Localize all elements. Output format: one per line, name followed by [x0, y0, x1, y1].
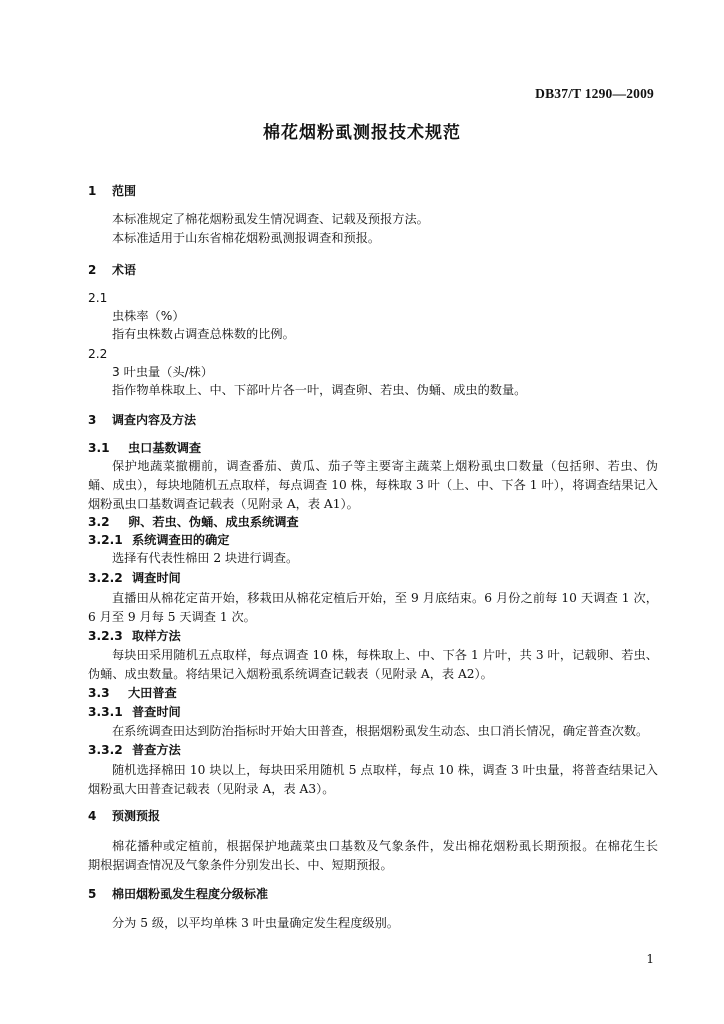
section-title: 预测预报	[112, 809, 161, 823]
paragraph-line: 直播田从棉花定苗开始，移栽田从棉花定植后开始，至 9 月底结束。6 月份之前每 10 天调查 1 次，	[112, 591, 658, 605]
paragraph-line: 期根据调查情况及气象条件分别发出长、中、短期预报。	[88, 858, 393, 872]
section-number: 2	[88, 263, 97, 277]
standard-code: DB37/T 1290—2009	[535, 86, 654, 101]
section-title: 调查内容及方法	[112, 413, 197, 427]
section-number: 5	[88, 887, 97, 901]
term-2-1-name: 虫株率（%）	[112, 309, 185, 323]
document-title: 棉花烟粉虱测报技术规范	[263, 123, 461, 143]
section-3-2-2-heading	[88, 570, 181, 586]
section-3-2-3-heading	[88, 628, 181, 644]
section-number: 1	[88, 184, 97, 198]
section-title: 术语	[112, 263, 137, 277]
term-2-1-definition: 指有虫株数占调查总株数的比例。	[112, 327, 295, 341]
section-3-2-heading	[88, 514, 299, 530]
paragraph-line: 蛹、成虫），每块地随机五点取样，每点调查 10 株，每株取 3 叶（上、中、下各 1 叶），将调查结果记入	[88, 478, 658, 492]
paragraph-line: 棉花播种或定植前，根据保护地蔬菜虫口基数及气象条件，发出棉花烟粉虱长期预报。在棉花生长	[112, 839, 658, 853]
section-title: 大田普查	[128, 686, 177, 700]
term-2-1-number: 2.1	[88, 291, 108, 305]
term-2-2-number: 2.2	[88, 347, 108, 361]
section-1-heading	[88, 183, 136, 199]
section-number: 3	[88, 413, 97, 427]
section-title: 调查时间	[132, 571, 181, 585]
paragraph-line: 随机选择棉田 10 块以上，每块田采用随机 5 点取样，每点 10 株，调查 3 叶虫量，将普查结果记入	[112, 763, 658, 777]
paragraph-line: 伪蛹、成虫数量。将结果记入烟粉虱系统调查记载表（见附录 A，表 A2）。	[88, 667, 493, 681]
paragraph-line: 烟粉虱虫口基数调查记载表（见附录 A，表 A1）。	[88, 497, 359, 511]
section-title: 虫口基数调查	[128, 441, 202, 455]
section-title: 范围	[112, 184, 137, 198]
section-title: 棉田烟粉虱发生程度分级标准	[112, 887, 269, 901]
section-number: 3.2	[88, 515, 110, 529]
section-number: 3.3.2	[88, 743, 123, 757]
section-number: 3.2.2	[88, 571, 123, 585]
section-3-1-heading	[88, 440, 201, 456]
paragraph-line: 分为 5 级，以平均单株 3 叶虫量确定发生程度级别。	[112, 916, 399, 930]
section-3-3-2-heading	[88, 742, 181, 758]
section-3-3-1-heading	[88, 704, 181, 720]
page-number: 1	[646, 952, 654, 966]
section-title: 普查时间	[132, 705, 181, 719]
section-title: 系统调查田的确定	[132, 533, 230, 547]
section-title: 取样方法	[132, 629, 181, 643]
section-3-2-1-heading	[88, 532, 230, 548]
paragraph-line: 烟粉虱大田普查记载表（见附录 A，表 A3）。	[88, 782, 335, 796]
section-3-3-heading	[88, 685, 177, 701]
paragraph-line: 6 月至 9 月每 5 天调查 1 次。	[88, 610, 256, 624]
section-2-heading	[88, 262, 136, 278]
paragraph-line: 每块田采用随机五点取样，每点调查 10 株，每株取上、中、下各 1 片叶，共 3 叶，记载卵、若虫、	[112, 648, 658, 662]
section-3-heading	[88, 412, 196, 428]
section-5-heading	[88, 886, 268, 902]
term-2-2-definition: 指作物单株取上、中、下部叶片各一叶，调查卵、若虫、伪蛹、成虫的数量。	[112, 383, 527, 397]
section-4-heading	[88, 808, 160, 824]
section-number: 3.3.1	[88, 705, 123, 719]
section-number: 3.1	[88, 441, 110, 455]
scope-paragraph-2: 本标准适用于山东省棉花烟粉虱测报调查和预报。	[112, 231, 381, 245]
paragraph-line: 保护地蔬菜撤棚前，调查番茄、黄瓜、茄子等主要寄主蔬菜上烟粉虱虫口数量（包括卵、若虫、伪	[112, 459, 658, 473]
section-number: 3.2.1	[88, 533, 123, 547]
term-2-2-name: 3 叶虫量（头/株）	[112, 365, 214, 379]
section-title: 卵、若虫、伪蛹、成虫系统调查	[128, 515, 299, 529]
section-number: 4	[88, 809, 97, 823]
paragraph-line: 选择有代表性棉田 2 块进行调查。	[112, 551, 299, 565]
scope-paragraph-1: 本标准规定了棉花烟粉虱发生情况调查、记载及预报方法。	[112, 212, 429, 226]
section-number: 3.3	[88, 686, 110, 700]
section-title: 普查方法	[132, 743, 181, 757]
paragraph-line: 在系统调查田达到防治指标时开始大田普查，根据烟粉虱发生动态、虫口消长情况，确定普查次数。	[112, 724, 649, 738]
section-number: 3.2.3	[88, 629, 123, 643]
